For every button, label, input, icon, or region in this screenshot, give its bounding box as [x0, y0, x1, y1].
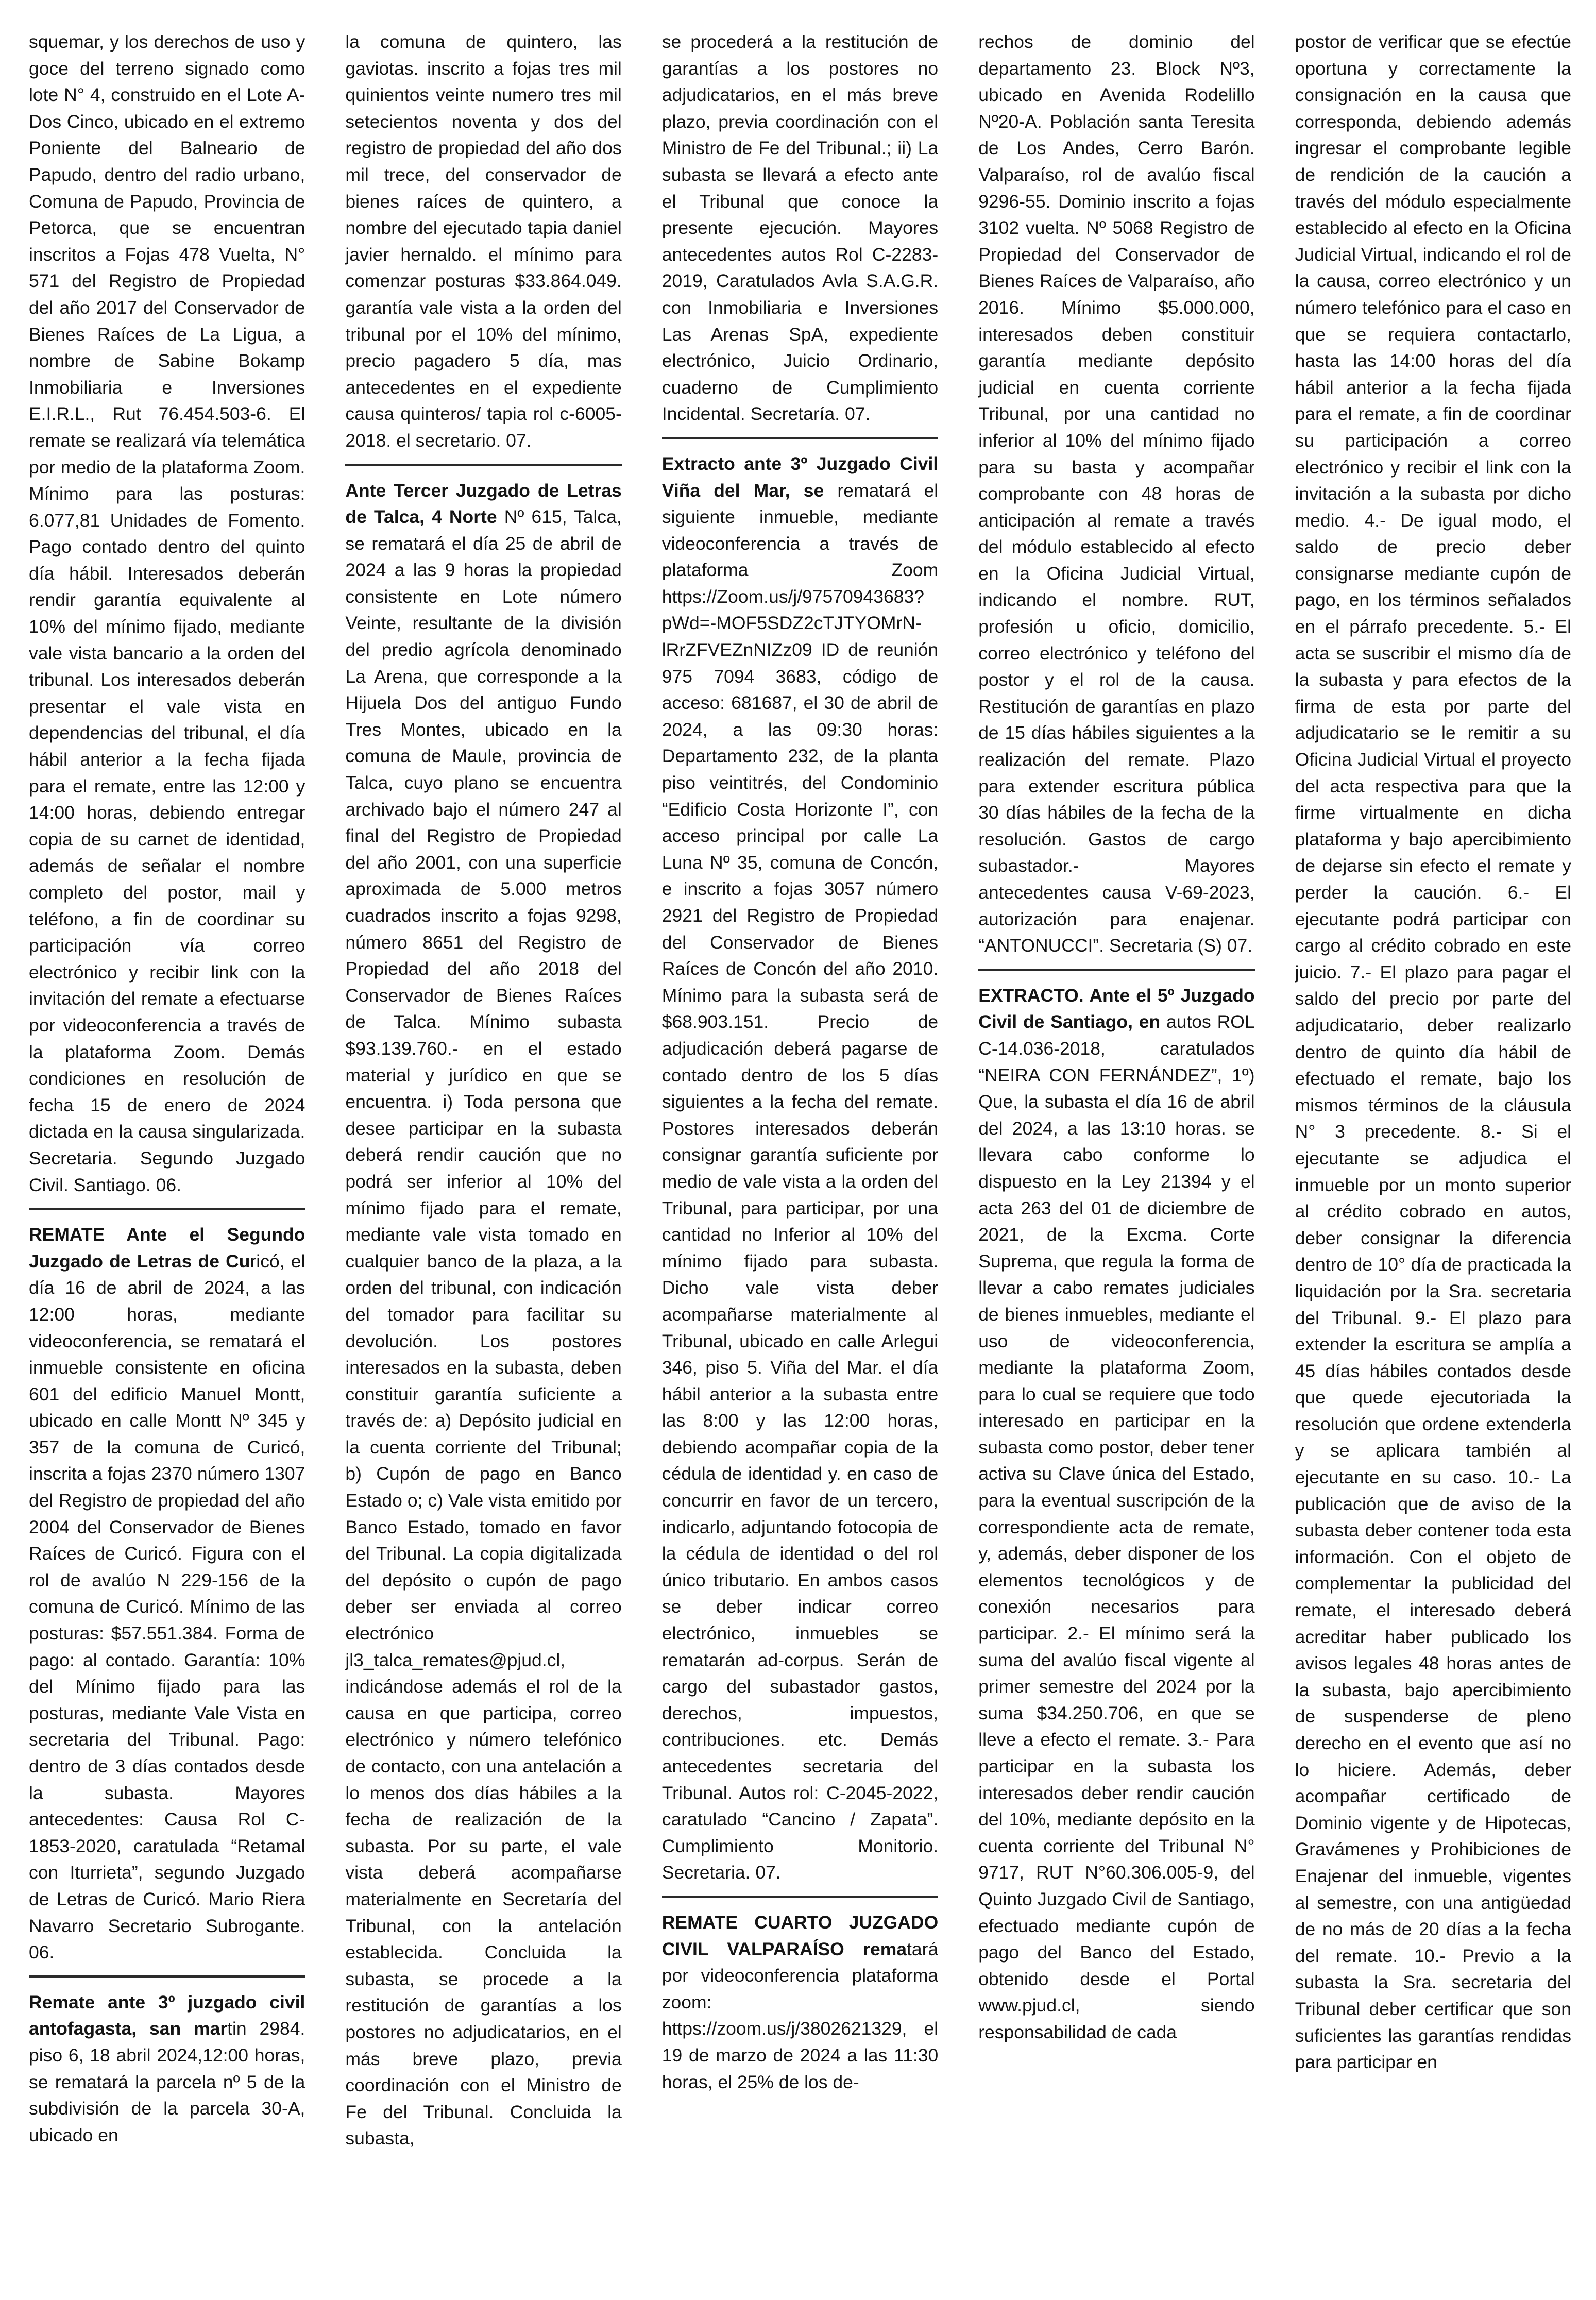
legal-notice [662, 1896, 938, 2095]
notice-heading: REMATE CUARTO JUZGADO CIVIL VALPARAÍSO rema [661, 1912, 939, 1959]
notice-body: autos ROL C-14.036-2018, caratulados “NEIRA CON FERNÁNDEZ”, 1º) Que, la subasta el día 16 de abril del 2024, a las 13:10 horas. se llevara cabo conforme lo dispuesto en la Ley 21394 y el acta 263 del 01 de diciembre de 2021, de la Excma. Corte Suprema, que regula la forma de llevar a cabo remates judiciales de bienes inmuebles, mediante el uso de videoconferencia, mediante la plataforma Zoom, para lo cual se requiere que todo interesado en participar en la subasta como postor, deber tener activa su Clave única del Estado, para la eventual suscripción de la correspondiente acta de remate, y, además, deber disponer de los elementos tecnológicos y de conexión necesarios para participar. 2.- El mínimo será la suma del avalúo fiscal vigente al primer semestre del 2024 por la suma $34.250.706, en que se lleve a efecto el remate. 3.- Para participar en la subasta los interesados deber rendir caución del 10%, mediante depósito en la cuenta corriente del Tribunal N° 9717, RUT N°60.306.005-9, del Quinto Juzgado Civil de Santiago, efectuado mediante cupón de pago del Banco del Estado, obtenido desde el Portal www.pjud.cl, siendo responsabilidad de cada [978, 1011, 1255, 2042]
legal-notice [1295, 29, 1571, 2076]
notice-heading: Ante Tercer Juzgado de Letras de Talca, 4 Norte [345, 480, 622, 528]
legal-notice [345, 29, 621, 454]
column-1 [29, 29, 305, 2279]
legal-notice [662, 29, 938, 428]
column-2 [345, 29, 621, 2279]
notice-body: rematará el siguiente inmueble, mediante videoconferencia a través de plataforma Zoom https://Zoom.us/j/97570943683?pWd=-MOF5SDZ2cTJTYOMrN-lRrZFVEZnNIZz09 ID de reunión 975 7094 3683, código de acceso: 681687, el 30 de abril de 2024, a las 09:30 horas: Departamento 232, de la planta piso veintitrés, del Condominio “Edificio Costa Horizonte I”, con acceso principal por calle La Luna Nº 35, comuna de Concón, e inscrito a fojas 3057 número 2921 del Registro de Propiedad del Conservador de Bienes Raíces de Concón del año 2010. Mínimo para la subasta será de $68.903.151. Precio de adjudicación deberá pagarse de contado dentro de los 5 días siguientes a la fecha del remate. Postores interesados deberán consignar garantía suficiente por medio de vale vista a la orden del Tribunal, para participar, por una cantidad no Inferior al 10% del mínimo fijado para subasta. Dicho vale vista deber acompañarse materialmente al Tribunal, ubicado en calle Arlegui 346, piso 5. Viña del Mar. el día hábil anterior a la subasta entre las 8:00 y las 12:00 horas, debiendo acompañar copia de la cédula de identidad y. en caso de concurrir en favor de un tercero, indicarlo, adjuntando fotocopia de la cédula de identidad o del rol único tributario. En ambos casos se deber indicar correo electrónico, inmuebles se rematarán ad-corpus. Serán de cargo del subastador gastos, derechos, impuestos, contribuciones. etc. Demás antecedentes secretaria del Tribunal. Autos rol: C-2045-2022, caratulado “Cancino / Zapata”. Cumplimiento Monitorio. Secretaria. 07. [661, 480, 939, 1883]
notice-body: rechos de dominio del departamento 23. Block Nº3, ubicado en Avenida Rodelillo Nº20-A. Población santa Teresita de Los Andes, Cerro Barón. Valparaíso, rol de avalúo fiscal 9296-55. Dominio inscrito a fojas 3102 vuelta. Nº 5068 Registro de Propiedad del Conservador de Bienes Raíces de Valparaíso, año 2016. Mínimo $5.000.000, interesados deben constituir garantía mediante depósito judicial en cuenta corriente Tribunal, por una cantidad no inferior al 10% del mínimo fijado para su basta y acompañar comprobante con 48 horas de anticipación al remate a través del módulo establecido al efecto en la Oficina Judicial Virtual, indicando el nombre. RUT, profesión u oficio, domicilio, correo electrónico y teléfono del postor y el rol de la causa. Restitución de garantías en plazo de 15 días hábiles siguientes a la realización del remate. Plazo para extender escritura pública 30 días hábiles de la fecha de la resolución. Gastos de cargo subastador.- Mayores antecedentes causa V-69-2023, autorización para enajenar. “ANTONUCCI”. Secretaria (S) 07. [978, 31, 1255, 956]
notice-body: la comuna de quintero, las gaviotas. inscrito a fojas tres mil quinientos veinte numero tres mil setecientos noventa y dos del registro de propiedad del año dos mil trece, del conservador de bienes raíces de quintero, a nombre del ejecutado tapia daniel javier hernaldo. el mínimo para comenzar posturas $33.864.049. garantía vale vista a la orden del tribunal por el 10% del mínimo, precio pagadero 5 día, mas antecedentes en el expediente causa quinteros/ tapia rol c-6005-2018. el secretario. 07. [345, 31, 622, 451]
legal-notice [29, 1208, 305, 1966]
legal-notice [29, 29, 305, 1198]
legal-notices-columns [29, 29, 1571, 2279]
notice-heading: REMATE Ante el Segundo Juzgado de Letras de Cu [29, 1224, 305, 1272]
notice-body: ricó, el día 16 de abril de 2024, a las 12:00 horas, mediante videoconferencia, se rematará el inmueble consistente en oficina 601 del edificio Manuel Montt, ubicado en calle Montt Nº 345 y 357 de la comuna de Curicó, inscrita a fojas 2370 número 1307 del Registro de propiedad del año 2004 del Conservador de Bienes Raíces de Curicó. Figura con el rol de avalúo N 229-156 de la comuna de Curicó. Mínimo de las posturas: $57.551.384. Forma de pago: al contado. Garantía: 10% del Mínimo fijado para las posturas, mediante Vale Vista en secretaria del Tribunal. Pago: dentro de 3 días contados desde la subasta. Mayores antecedentes: Causa Rol C-1853-2020, caratulada “Retamal con Iturrieta”, segundo Juzgado de Letras de Curicó. Mario Riera Navarro Secretario Subrogante. 06. [29, 1250, 305, 1963]
column-3 [662, 29, 938, 2279]
legal-notice [345, 464, 621, 2152]
legal-notice [29, 1975, 305, 2149]
notice-body: tará por videoconferencia plataforma zoom: https://zoom.us/j/3802621329, el 19 de marzo de 2024 a las 11:30 horas, el 25% de los de- [661, 1938, 939, 2092]
legal-notice [662, 437, 938, 1886]
column-4 [978, 29, 1254, 2279]
notice-body: tin 2984. piso 6, 18 abril 2024,12:00 horas, se rematará la parcela nº 5 de la subdivisión de la parcela 30-A, ubicado en [29, 2018, 305, 2145]
legal-notice [978, 969, 1254, 2046]
notice-body: postor de verificar que se efectúe oportuna y correctamente la consignación en la causa que corresponda, debiendo además ingresar el comprobante legible de rendición de la caución a través del módulo especialmente establecido al efecto en la Oficina Judicial Virtual, indicando el rol de la causa, correo electrónico y un número telefónico para el caso en que se requiera contactarlo, hasta las 14:00 horas del día hábil anterior a la fecha fijada para el remate, a fin de coordinar su participación a correo electrónico y recibir el link con la invitación a la subasta por dicho medio. 4.- De igual modo, el saldo de precio deber consignarse mediante cupón de pago, en los términos señalados en el párrafo precedente. 5.- El acta se suscribir el mismo día de la subasta y para efectos de la firma de esta por parte del adjudicatario se le remitir a su Oficina Judicial Virtual el proyecto del acta respectiva para que la firme virtualmente en dicha plataforma y bajo apercibimiento de dejarse sin efecto el remate y perder la caución. 6.- El ejecutante podrá participar con cargo al crédito cobrado en este juicio. 7.- El plazo para pagar el saldo del precio por parte del adjudicatario, deber realizarlo dentro de quinto día hábil de efectuado el remate, bajo los mismos términos de la cláusula N° 3 precedente. 8.- Si el ejecutante se adjudica el inmueble por un monto superior al crédito cobrado en autos, deber consignar la diferencia dentro de 10° día de practicada la liquidación por la Sra. secretaria del Tribunal. 9.- El plazo para extender la escritura se amplía a 45 días hábiles contados desde que quede ejecutoriada la resolución que ordene extenderla y se aplicara también al ejecutante en su caso. 10.- La publicación que de aviso de la subasta deber contener toda esta información. Con el objeto de complementar la publicidad del remate, el interesado deberá acreditar haber publicado los avisos legales 48 horas antes de la subasta, bajo apercibimiento de suspenderse de pleno derecho en el evento que así no lo hiciere. Además, deber acompañar certificado de Dominio vigente y de Hipotecas, Gravámenes y Prohibiciones de Enajenar del inmueble, vigentes al semestre, con una antigüedad de no más de 20 días a la fecha del remate. 10.- Previo a la subasta la Sra. secretaria del Tribunal deber certificar que son suficientes las garantías rendidas para participar en [1295, 31, 1571, 2073]
legal-notice [978, 29, 1254, 959]
notice-heading: EXTRACTO. Ante el 5º Juzgado Civil de Santiago, en [978, 985, 1255, 1033]
notice-body: se procederá a la restitución de garantías a los postores no adjudicatarios, en el más breve plazo, previa coordinación con el Ministro de Fe del Tribunal.; ii) La subasta se llevará a efecto ante el Tribunal que conoce la presente ejecución. Mayores antecedentes autos Rol C-2283-2019, Caratulados Avla S.A.G.R. con Inmobiliaria e Inversiones Las Arenas SpA, expediente electrónico, Juicio Ordinario, cuaderno de Cumplimiento Incidental. Secretaría. 07. [661, 31, 939, 425]
column-5 [1295, 29, 1571, 2279]
notice-heading: Extracto ante 3º Juzgado Civil Viña del Mar, se [661, 453, 939, 501]
notice-heading: Remate ante 3º juzgado civil antofagasta, san mar [29, 1991, 305, 2039]
notice-body: squemar, y los derechos de uso y goce del terreno signado como lote N° 4, construido en el Lote A-Dos Cinco, ubicado en el extremo Poniente del Balneario de Papudo, dentro del radio urbano, Comuna de Papudo, Provincia de Petorca, que se encuentran inscritos a Fojas 478 Vuelta, N° 571 del Registro de Propiedad del año 2017 del Conservador de Bienes Raíces de La Ligua, a nombre de Sabine Bokamp Inmobiliaria e Inversiones E.I.R.L., Rut 76.454.503-6. El remate se realizará vía telemática por medio de la plataforma Zoom. Mínimo para las posturas: 6.077,81 Unidades de Fomento. Pago contado dentro del quinto día hábil. Interesados deberán rendir garantía equivalente al 10% del mínimo fijado, mediante vale vista bancario a la orden del tribunal. Los interesados deberán presentar el vale vista en dependencias del tribunal, el día hábil anterior a la fecha fijada para el remate, entre las 12:00 y 14:00 horas, debiendo entregar copia de su carnet de identidad, además de señalar el nombre completo del postor, mail y teléfono, a fin de coordinar su participación vía correo electrónico y recibir link con la invitación del remate a efectuarse por videoconferencia a través de la plataforma Zoom. Demás condiciones en resolución de fecha 15 de enero de 2024 dictada en la causa singularizada. Secretaria. Segundo Juzgado Civil. Santiago. 06. [29, 31, 305, 1195]
notice-body: Nº 615, Talca, se rematará el día 25 de abril de 2024 a las 9 horas la propiedad consistente en Lote número Veinte, resultante de la división del predio agrícola denominado La Arena, que corresponde a la Hijuela Dos del antiguo Fundo Tres Montes, ubicado en la comuna de Maule, provincia de Talca, cuyo plano se encuentra archivado bajo el número 247 al final del Registro de Propiedad del año 2001, con una superficie aproximada de 5.000 metros cuadrados inscrito a fojas 9298, número 8651 del Registro de Propiedad del año 2018 del Conservador de Bienes Raíces de Talca. Mínimo subasta $93.139.760.- en el estado material y jurídico en que se encuentra. i) Toda persona que desee participar en la subasta deberá rendir caución que no podrá ser inferior al 10% del mínimo fijado para el remate, mediante vale vista tomado en cualquier banco de la plaza, a la orden del tribunal, con indicación del tomador para facilitar su devolución. Los postores interesados en la subasta, deben constituir garantía suficiente a través de: a) Depósito judicial en la cuenta corriente del Tribunal; b) Cupón de pago en Banco Estado o; c) Vale vista emitido por Banco Estado, tomado en favor del Tribunal. La copia digitalizada del depósito o cupón de pago deber ser enviada al correo electrónico jl3_talca_remates@pjud.cl, indicándose además el rol de la causa en que participa, correo electrónico y número telefónico de contacto, con una antelación a lo menos dos días hábiles a la fecha de realización de la subasta. Por su parte, el vale vista deberá acompañarse materialmente en Secretaría del Tribunal, con la antelación establecida. Concluida la subasta, se procede a la restitución de garantías a los postores no adjudicatarios, en el más breve plazo, previa coordinación con el Ministro de Fe del Tribunal. Concluida la subasta, [345, 506, 622, 2149]
